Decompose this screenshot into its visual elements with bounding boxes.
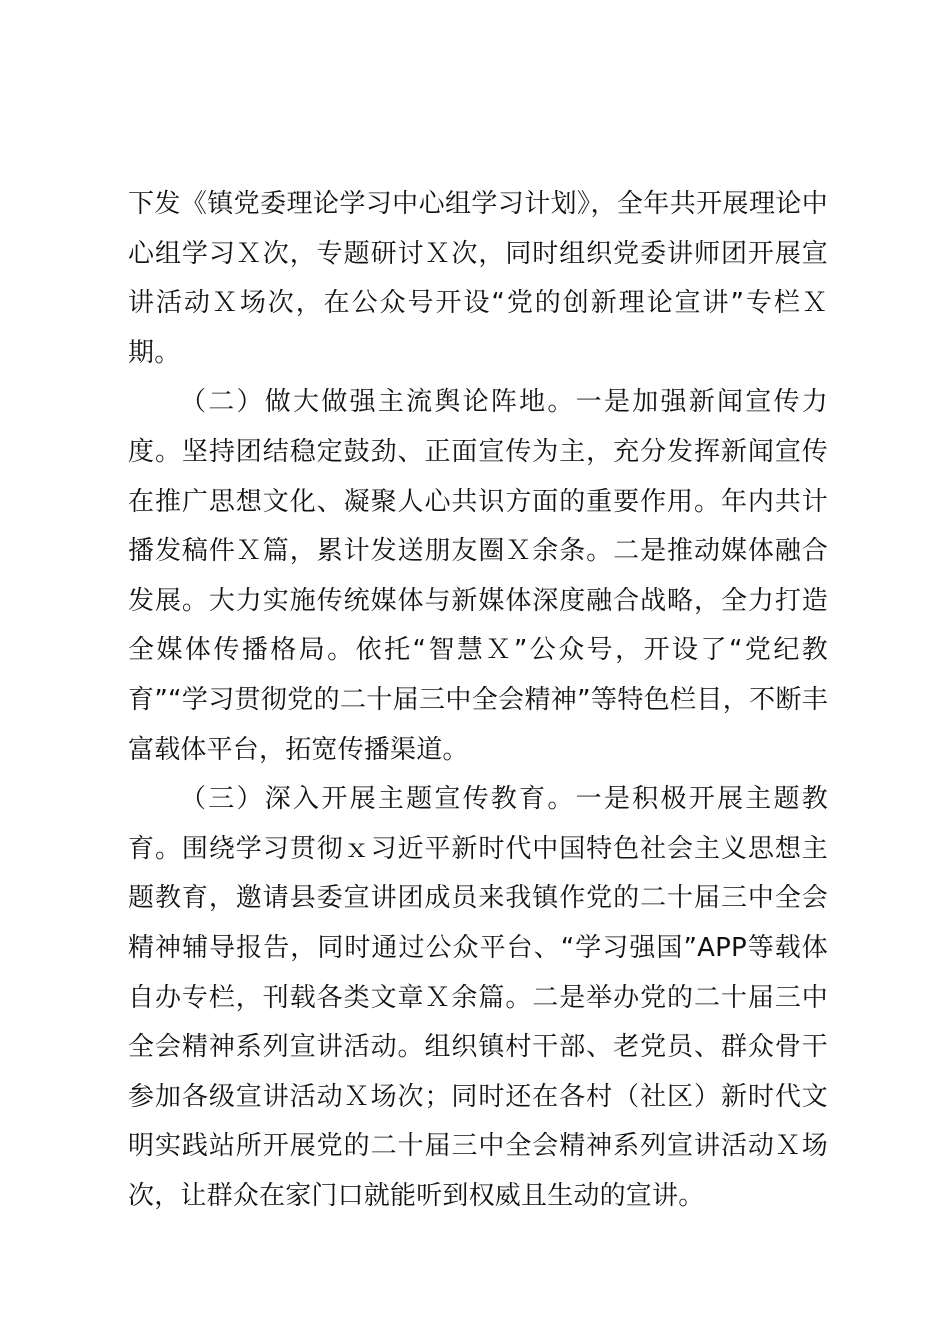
paragraph-media-front: （二）做大做强主流舆论阵地。一是加强新闻宣传力度。坚持团结稳定鼓劲、正面宣传为主，充分发挥新闻宣传在推广思想文化、凝聚人心共识方面的重要作用。年内共计播发稿件Ｘ篇，累计发送朋友圈Ｘ余条。二是推动媒体融合发展。大力实施传统媒体与新媒体深度融合战略，全力打造全媒体传播格局。依托“智慧Ｘ”公众号，开设了“党纪教育”“学习贯彻党的二十届三中全会精神”等特色栏目，不断丰富载体平台，拓宽传播渠道。 bbox=[128, 387, 828, 765]
paragraph-continuation: 下发《镇党委理论学习中心组学习计划》，全年共开展理论中心组学习Ｘ次，专题研讨Ｘ次，同时组织党委讲师团开展宣讲活动Ｘ场次，在公众号开设“党的创新理论宣讲”专栏Ｘ期。 bbox=[128, 189, 828, 368]
paragraph-theme-education: （三）深入开展主题宣传教育。一是积极开展主题教育。围绕学习贯彻ｘ习近平新时代中国特色社会主义思想主题教育，邀请县委宣讲团成员来我镇作党的二十届三中全会精神辅导报告，同时通过公众平台、“学习强国”APP等载体自办专栏，刊载各类文章Ｘ余篇。二是举办党的二十届三中全会精神系列宣讲活动。组织镇村干部、老党员、群众骨干参加各级宣讲活动Ｘ场次；同时还在各村（社区）新时代文明实践站所开展党的二十届三中全会精神系列宣讲活动Ｘ场次，让群众在家门口就能听到权威且生动的宣讲。 bbox=[128, 784, 828, 1211]
document-body bbox=[128, 180, 828, 1221]
